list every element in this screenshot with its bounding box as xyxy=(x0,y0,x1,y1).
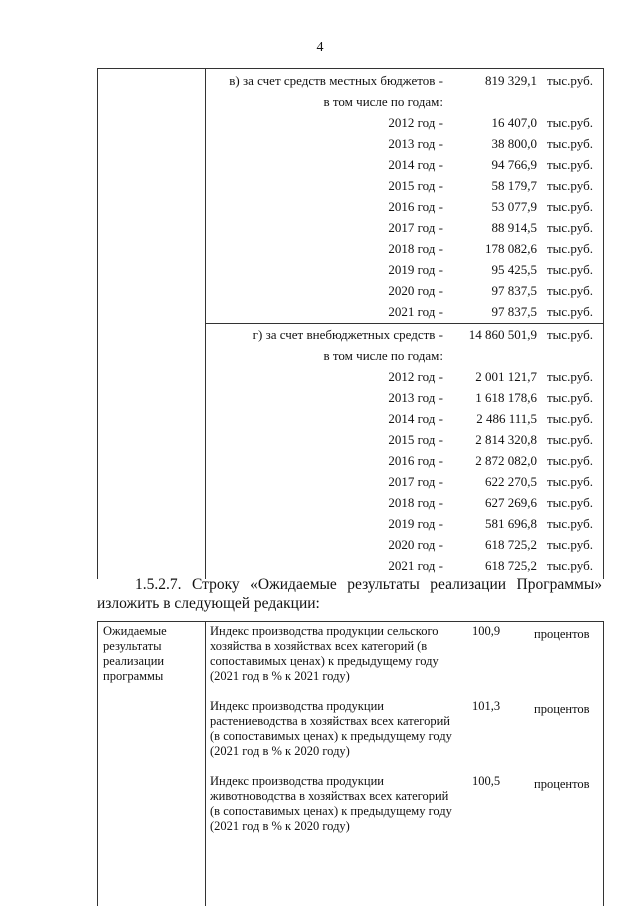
year-label: 2018 год - xyxy=(388,495,443,510)
year-unit: тыс.руб. xyxy=(547,558,593,573)
year-row xyxy=(98,155,603,175)
year-unit: тыс.руб. xyxy=(547,241,593,256)
year-label: 2021 год - xyxy=(388,304,443,319)
year-value: 2 814 320,8 xyxy=(475,432,537,447)
year-row xyxy=(98,302,603,322)
year-unit: тыс.руб. xyxy=(547,369,593,384)
results-table xyxy=(97,621,604,906)
year-value: 618 725,2 xyxy=(485,537,537,552)
paragraph-line: 1.5.2.7. Строку «Ожидаемые результаты реализации Программы» xyxy=(135,576,602,593)
year-row xyxy=(98,260,603,280)
by-years-label: в том числе по годам: xyxy=(323,348,443,363)
year-value: 618 725,2 xyxy=(485,558,537,573)
year-row xyxy=(98,493,603,513)
year-value: 97 837,5 xyxy=(491,283,537,298)
year-unit: тыс.руб. xyxy=(547,474,593,489)
local-budget-total-row xyxy=(98,71,603,91)
year-label: 2019 год - xyxy=(388,262,443,277)
year-row xyxy=(98,281,603,301)
year-value: 95 425,5 xyxy=(491,262,537,277)
indicator-unit: процентов xyxy=(534,627,590,641)
year-unit: тыс.руб. xyxy=(547,136,593,151)
row-value: 819 329,1 xyxy=(485,73,537,88)
indicator-value: 101,3 xyxy=(472,699,501,713)
results-label: Ожидаемые результаты реализации программы xyxy=(103,624,167,683)
year-value: 1 618 178,6 xyxy=(475,390,537,405)
year-value: 38 800,0 xyxy=(491,136,537,151)
row-unit: тыс.руб. xyxy=(547,327,593,342)
year-label: 2016 год - xyxy=(388,453,443,468)
year-row xyxy=(98,409,603,429)
year-row xyxy=(98,367,603,387)
row-value: 14 860 501,9 xyxy=(468,327,537,342)
year-unit: тыс.руб. xyxy=(547,178,593,193)
year-row xyxy=(98,239,603,259)
year-unit: тыс.руб. xyxy=(547,516,593,531)
page-number: 4 xyxy=(316,40,324,55)
year-value: 94 766,9 xyxy=(491,157,537,172)
year-row xyxy=(98,472,603,492)
section-divider xyxy=(205,323,603,324)
amendment-paragraph xyxy=(97,575,602,613)
year-label: 2014 год - xyxy=(388,411,443,426)
year-row xyxy=(98,218,603,238)
indicator-text: Индекс производства продукции растениеводства в хозяйствах всех категорий (в сопоставимых ценах) к предыдущему году (2021 год в % к 2020 году) xyxy=(210,699,452,758)
year-row xyxy=(98,514,603,534)
year-row xyxy=(98,134,603,154)
year-unit: тыс.руб. xyxy=(547,390,593,405)
indicator-value: 100,5 xyxy=(472,774,501,788)
indicator-value: 100,9 xyxy=(472,624,501,638)
year-label: 2013 год - xyxy=(388,390,443,405)
year-unit: тыс.руб. xyxy=(547,262,593,277)
year-row xyxy=(98,556,603,576)
year-value: 97 837,5 xyxy=(491,304,537,319)
row-label: г) за счет внебюджетных средств - xyxy=(252,327,443,342)
year-value: 2 872 082,0 xyxy=(475,453,537,468)
indicator-unit: процентов xyxy=(534,777,590,791)
year-label: 2014 год - xyxy=(388,157,443,172)
year-row xyxy=(98,430,603,450)
year-value: 16 407,0 xyxy=(491,115,537,130)
year-row xyxy=(98,388,603,408)
year-label: 2012 год - xyxy=(388,369,443,384)
year-unit: тыс.руб. xyxy=(547,537,593,552)
year-label: 2021 год - xyxy=(388,558,443,573)
year-value: 2 486 111,5 xyxy=(476,411,537,426)
year-label: 2012 год - xyxy=(388,115,443,130)
indicator-unit: процентов xyxy=(534,702,590,716)
year-unit: тыс.руб. xyxy=(547,157,593,172)
year-unit: тыс.руб. xyxy=(547,411,593,426)
year-label: 2020 год - xyxy=(388,537,443,552)
by-years-label: в том числе по годам: xyxy=(323,94,443,109)
year-row xyxy=(98,451,603,471)
year-value: 622 270,5 xyxy=(485,474,537,489)
row-label: в) за счет средств местных бюджетов - xyxy=(229,73,443,88)
year-row xyxy=(98,176,603,196)
year-value: 627 269,6 xyxy=(485,495,537,510)
year-label: 2015 год - xyxy=(388,178,443,193)
paragraph-line: изложить в следующей редакции: xyxy=(97,595,320,612)
year-value: 58 179,7 xyxy=(491,178,537,193)
year-row xyxy=(98,197,603,217)
by-years-row xyxy=(98,346,603,366)
year-label: 2013 год - xyxy=(388,136,443,151)
year-value: 53 077,9 xyxy=(491,199,537,214)
year-value: 2 001 121,7 xyxy=(475,369,537,384)
year-unit: тыс.руб. xyxy=(547,220,593,235)
year-label: 2019 год - xyxy=(388,516,443,531)
funding-table xyxy=(97,68,604,579)
indicator-text: Индекс производства продукции животноводства в хозяйствах всех категорий (в сопоставимых ценах) к предыдущему году (2021 год в % к 2020 году) xyxy=(210,774,452,833)
column-divider xyxy=(205,622,206,906)
year-unit: тыс.руб. xyxy=(547,115,593,130)
year-label: 2020 год - xyxy=(388,283,443,298)
year-row xyxy=(98,535,603,555)
year-unit: тыс.руб. xyxy=(547,199,593,214)
year-label: 2017 год - xyxy=(388,474,443,489)
year-label: 2016 год - xyxy=(388,199,443,214)
year-unit: тыс.руб. xyxy=(547,304,593,319)
extrabudget-total-row xyxy=(98,325,603,345)
year-unit: тыс.руб. xyxy=(547,453,593,468)
year-unit: тыс.руб. xyxy=(547,495,593,510)
year-row xyxy=(98,113,603,133)
year-label: 2015 год - xyxy=(388,432,443,447)
by-years-row xyxy=(98,92,603,112)
year-value: 178 082,6 xyxy=(485,241,537,256)
year-label: 2018 год - xyxy=(388,241,443,256)
year-unit: тыс.руб. xyxy=(547,283,593,298)
year-unit: тыс.руб. xyxy=(547,432,593,447)
row-unit: тыс.руб. xyxy=(547,73,593,88)
year-label: 2017 год - xyxy=(388,220,443,235)
year-value: 581 696,8 xyxy=(485,516,537,531)
year-value: 88 914,5 xyxy=(491,220,537,235)
indicator-text: Индекс производства продукции сельского хозяйства в хозяйствах всех категорий (в сопоставимых ценах) к предыдущему году (2021 год в % к 2021 году) xyxy=(210,624,439,683)
